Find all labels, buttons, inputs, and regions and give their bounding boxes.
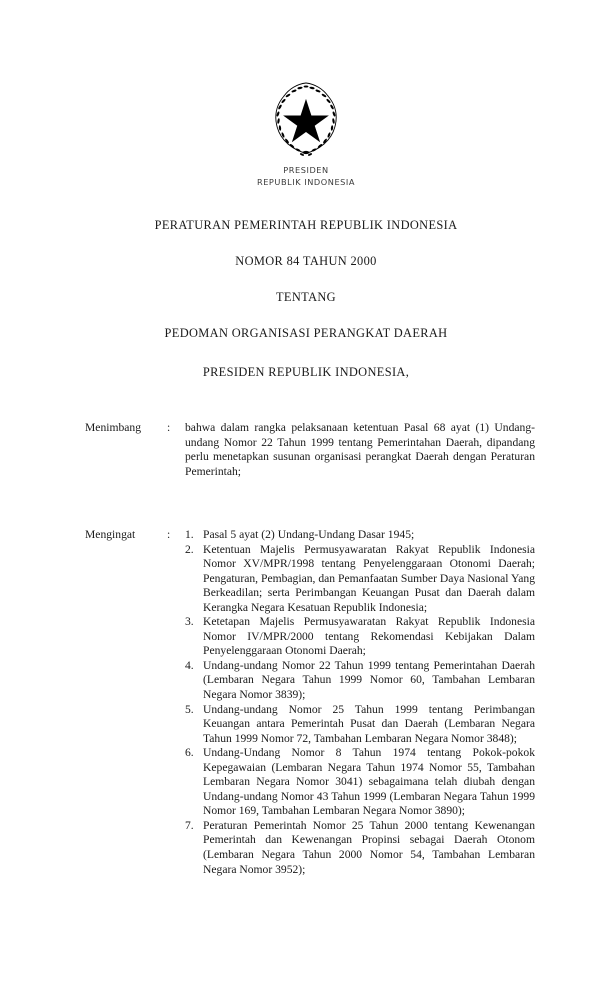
list-item-text: Ketetapan Majelis Permusyawaratan Rakyat Republik Indonesia Nomor IV/MPR/2000 tentang Rekomendasi Kebijakan Dalam Penyelenggaraan Otonomi Daerah; <box>203 615 535 658</box>
indonesian-presidential-seal-icon <box>267 78 345 160</box>
clause-mengingat-label: Mengingat <box>85 528 136 541</box>
list-item-number: 7. <box>185 818 194 832</box>
list-item <box>185 528 535 543</box>
list-item-text: Peraturan Pemerintah Nomor 25 Tahun 2000 tentang Kewenangan Pemerintah dan Kewenangan Propinsi sebagai Daerah Otonom (Lembaran Negara Tahun 2000 Nomor 54, Tambahan Lembaran Negara Nomor 3952); <box>203 818 535 876</box>
seal-caption-line-1: PRESIDEN <box>283 165 329 175</box>
list-item <box>185 703 535 747</box>
list-item <box>185 659 535 703</box>
list-item-text: Pasal 5 ayat (2) Undang-Undang Dasar 1945; <box>203 528 415 541</box>
seal-caption <box>0 165 612 188</box>
clause-menimbang <box>85 421 535 479</box>
list-item <box>185 543 535 616</box>
list-item <box>185 746 535 819</box>
regulation-subject-line: PEDOMAN ORGANISASI PERANGKAT DAERAH <box>164 326 448 340</box>
regulation-number-line: NOMOR 84 TAHUN 2000 <box>235 254 377 268</box>
star-shape <box>283 99 329 142</box>
list-item <box>185 615 535 659</box>
enacting-authority: PRESIDEN REPUBLIK INDONESIA, <box>202 365 410 379</box>
legal-basis-list <box>185 528 535 877</box>
list-item-number: 2. <box>185 542 194 556</box>
clause-menimbang-body: bahwa dalam rangka pelaksanaan ketentuan Pasal 68 ayat (1) Undang-undang Nomor 22 Tahun 1999 tentang Pemerintahan Daerah, dipandang perlu menetapkan susunan organisasi perangkat Daerah dengan Peraturan Pemerintah; <box>185 421 535 478</box>
list-item-number: 4. <box>185 658 194 672</box>
clause-mengingat-colon: : <box>167 528 171 541</box>
list-item-number: 5. <box>185 702 194 716</box>
clause-menimbang-label: Menimbang <box>85 421 142 434</box>
about-label-line: TENTANG <box>276 290 336 304</box>
list-item-number: 6. <box>185 746 194 760</box>
clause-menimbang-colon: : <box>167 421 171 434</box>
document-title-block <box>0 218 612 340</box>
list-item-text: Undang-undang Nomor 22 Tahun 1999 tentang Pemerintahan Daerah (Lembaran Negara Tahun 1999 Nomor 60, Tambahan Lembaran Negara Nomor 3839); <box>203 658 535 702</box>
list-item-text: Undang-Undang Nomor 8 Tahun 1974 tentang Pokok-pokok Kepegawaian (Lembaran Negara Tahun 1974 Nomor 55, Tambahan Lembaran Negara Nomor 3041) sebagaimana telah diubah dengan Undang-undang Nomor 43 Tahun 1999 (Lembaran Negara Tahun 1999 Nomor 169, Tambahan Lembaran Negara Nomor 3890); <box>203 746 535 818</box>
list-item-number: 1. <box>185 528 194 541</box>
presidential-seal-block <box>0 78 612 188</box>
clause-mengingat-body <box>185 528 535 877</box>
list-item <box>185 819 535 877</box>
list-item-text: Undang-undang Nomor 25 Tahun 1999 tentang Perimbangan Keuangan antara Pemerintah Pusat dan Daerah (Lembaran Negara Tahun 1999 Nomor 72, Tambahan Lembaran Negara Nomor 3848); <box>203 702 535 745</box>
regulation-type-line: PERATURAN PEMERINTAH REPUBLIK INDONESIA <box>154 218 458 232</box>
list-item-number: 3. <box>185 615 194 629</box>
list-item-text: Ketentuan Majelis Permusyawaratan Rakyat Republik Indonesia Nomor XV/MPR/1998 tentang Penyelenggaraan Otonomi Daerah; Pengaturan, Pembagian, dan Pemanfaatan Sumber Daya Nasional Yang Berkeadilan; serta Perimbangan Keuangan Pusat dan Daerah dalam Kerangka Negara Kesatuan Republik Indonesia; <box>203 542 535 614</box>
seal-caption-line-2: REPUBLIK INDONESIA <box>256 176 356 187</box>
clause-mengingat <box>85 528 535 877</box>
